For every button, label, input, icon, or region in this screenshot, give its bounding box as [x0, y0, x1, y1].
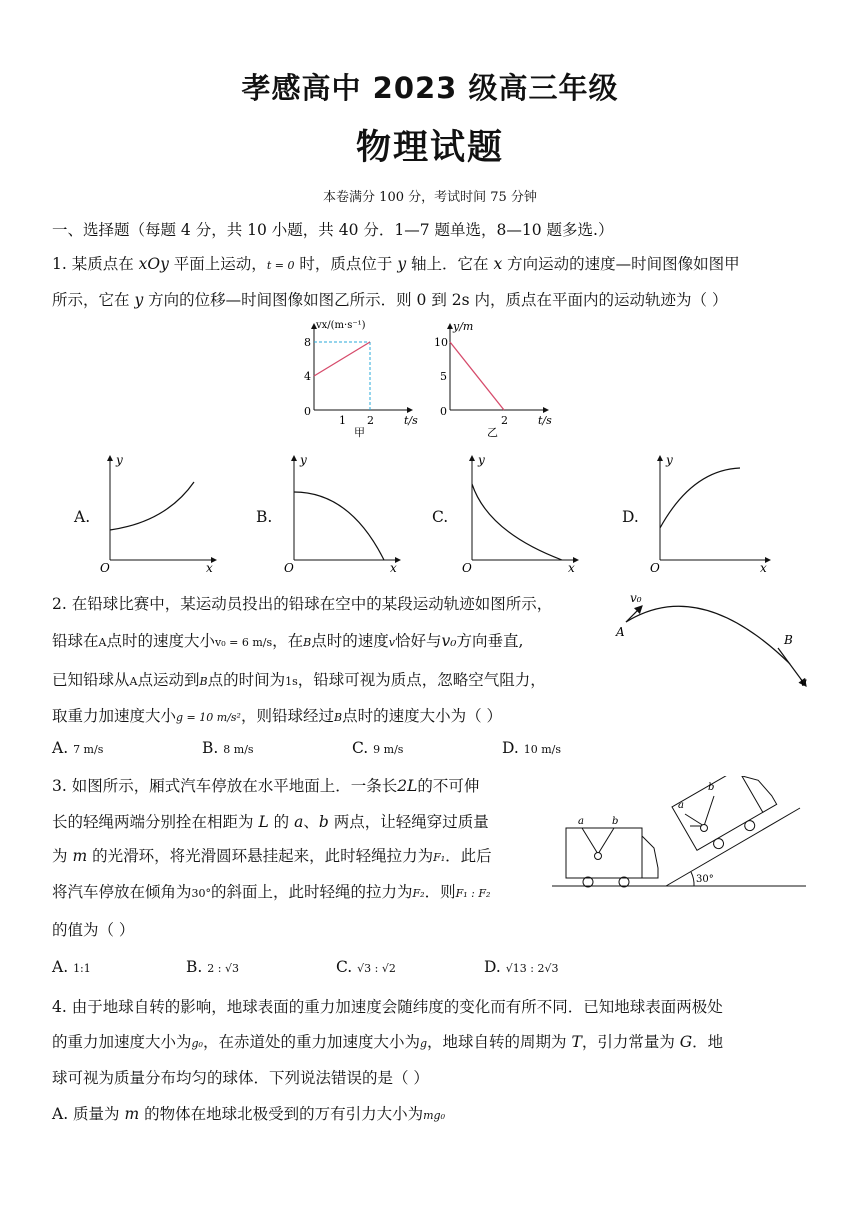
yi-ytick: 10	[434, 336, 448, 349]
q2-line1: 2. 在铅球比赛中，某运动员投出的铅球在空中的某段运动轨迹如图所示，	[52, 595, 553, 613]
yi-ytick: 5	[440, 370, 447, 383]
q1-graph-jia	[290, 318, 430, 442]
q3-line3: 为 m 的光滑环，将光滑圆环悬挂起来，此时轻绳拉力为F₁．此后	[52, 847, 492, 865]
svg-text:y: y	[300, 453, 307, 467]
q3-line5: 的值为（ ）	[52, 921, 135, 939]
svg-text:a: a	[678, 800, 684, 811]
q1-line1: 1. 某质点在 xOy 平面上运动，t = 0 时，质点位于 y 轴上．它在 x 方向运动的速度—时间图像如图甲	[52, 255, 740, 273]
q4-line3: 球可视为质量分布均匀的球体．下列说法错误的是（ ）	[52, 1069, 429, 1087]
q3-line4: 将汽车停放在倾角为30°的斜面上，此时轻绳的拉力为F₂．则F₁ : F₂	[52, 883, 491, 901]
svg-text:v: v	[800, 675, 807, 689]
section-heading: 一、选择题（每题 4 分，共 10 小题，共 40 分．1—7 题单选，8—10 题多选.）	[52, 221, 614, 239]
q2-trajectory-figure	[610, 586, 820, 692]
q1-option-c-graph	[458, 452, 582, 576]
svg-text:O: O	[100, 561, 110, 575]
svg-text:y: y	[116, 453, 123, 467]
q1-option-a-label: A.	[74, 508, 91, 526]
q3-line1: 3. 如图所示，厢式汽车停放在水平地面上．一条长2L的不可伸	[52, 777, 480, 795]
svg-text:O: O	[650, 561, 660, 575]
q4-option-a: A. 质量为 m 的物体在地球北极受到的万有引力大小为mg₀	[52, 1105, 446, 1123]
yi-xtick: 2	[501, 414, 508, 427]
q3-option-a: A. 1:1	[52, 958, 91, 976]
svg-text:y: y	[478, 453, 485, 467]
svg-text:x: x	[760, 561, 767, 575]
jia-caption: 甲	[354, 426, 365, 439]
yi-ytick: 0	[440, 405, 447, 418]
yi-ylabel: y/m	[453, 320, 474, 333]
q1-option-b-graph	[280, 452, 404, 576]
jia-ytick: 0	[304, 405, 311, 418]
q3-option-c: C. √3 : √2	[336, 958, 396, 976]
q4-line2: 的重力加速度大小为g₀，在赤道处的重力加速度大小为g，地球自转的周期为 T，引力常量为 G．地	[52, 1033, 724, 1051]
svg-text:O: O	[284, 561, 294, 575]
svg-text:A: A	[616, 625, 625, 639]
exam-subject-title: 物理试题	[355, 128, 504, 168]
svg-text:x: x	[390, 561, 397, 575]
yi-caption: 乙	[487, 426, 498, 439]
jia-xlabel: t/s	[404, 414, 418, 427]
jia-xtick: 2	[367, 414, 374, 427]
q3-line2: 长的轻绳两端分别拴在相距为 L 的 a、b 两点，让轻绳穿过质量	[52, 813, 489, 831]
svg-text:v₀: v₀	[630, 591, 642, 605]
svg-text:x: x	[206, 561, 213, 575]
q2-options: A. 7 m/s	[52, 739, 104, 757]
jia-xtick: 1	[339, 414, 346, 427]
q1-option-c-label: C.	[432, 508, 449, 526]
exam-note: 本卷满分 100 分，考试时间 75 分钟	[323, 190, 537, 205]
jia-ylabel: vx/(m·s⁻¹)	[316, 320, 366, 331]
exam-school-title: 孝感高中 2023 级高三年级	[241, 71, 619, 105]
q3-option-b: B. 2 : √3	[186, 958, 239, 976]
svg-text:y: y	[666, 453, 673, 467]
q4-line1: 4. 由于地球自转的影响，地球表面的重力加速度会随纬度的变化而有所不同．已知地球表面两极处	[52, 998, 723, 1016]
q2-line4: 取重力加速度大小g = 10 m/s²，则铅球经过B点时的速度大小为（ ）	[52, 707, 502, 725]
svg-text:B: B	[784, 633, 793, 647]
svg-text:b: b	[612, 816, 619, 827]
q1-line2: 所示，它在 y 方向的位移—时间图像如图乙所示．则 0 到 2s 内，质点在平面内的运动轨迹为（ ）	[52, 291, 728, 309]
jia-ytick: 4	[304, 370, 311, 383]
svg-text:30°: 30°	[696, 874, 714, 885]
q3-option-d: D. √13 : 2√3	[484, 958, 559, 976]
svg-text:O: O	[462, 561, 472, 575]
svg-text:b: b	[708, 782, 715, 793]
jia-ytick: 8	[304, 336, 311, 349]
q1-option-d-label: D.	[622, 508, 639, 526]
q1-graph-yi	[428, 318, 564, 442]
q3-truck-figure	[548, 776, 810, 894]
q2-line3: 已知铅球从A点运动到B点的时间为1s，铅球可视为质点，忽略空气阻力，	[52, 671, 546, 689]
svg-text:x: x	[568, 561, 575, 575]
q1-option-b-label: B.	[256, 508, 273, 526]
q1-option-a-graph	[96, 452, 220, 576]
yi-xlabel: t/s	[538, 414, 552, 427]
svg-text:a: a	[578, 816, 584, 827]
q1-option-d-graph	[646, 452, 774, 576]
q2-line2: 铅球在A点时的速度大小v₀ = 6 m/s，在B点时的速度v恰好与v₀方向垂直,	[52, 632, 524, 650]
